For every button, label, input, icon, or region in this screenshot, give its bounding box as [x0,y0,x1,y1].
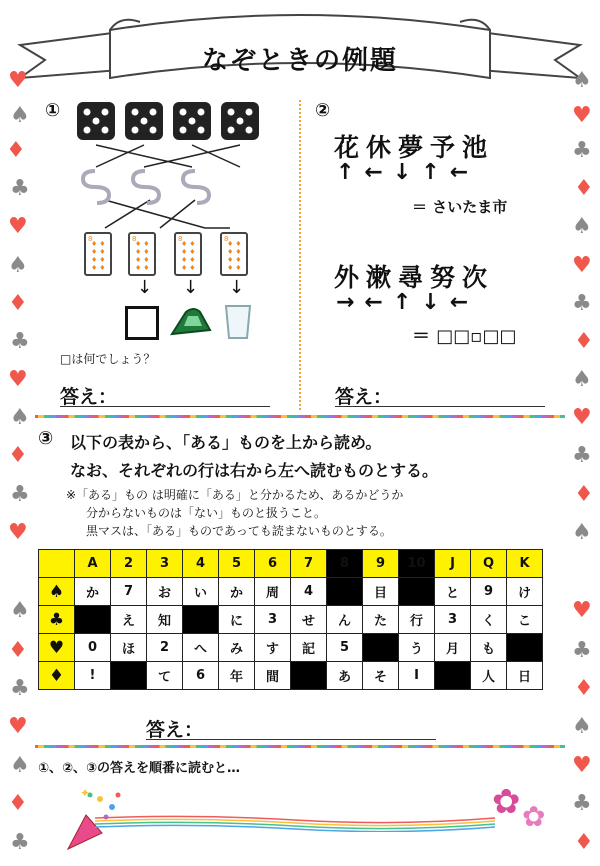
playing-card-icon: 8 ♦♦ ♦♦ ♦♦ ♦♦ [174,232,202,276]
spade-icon: ♠ [39,578,75,606]
arrow-row-2: →←↑↓← [336,290,479,315]
final-instruction: ①、②、③の答えを順番に読むと… [38,761,241,776]
kanji-row-2: 外漱尋努次 [334,263,495,292]
table-cell: 知 [147,606,183,634]
equation-1: ＝ さいたま市 [412,198,508,216]
arrow-row-1: ↑←↓↑← [336,160,479,185]
s-hook-icon [133,171,159,203]
answer-label: 答え： [60,386,118,408]
heart-icon: ♥ [8,367,28,392]
playing-card-icon: 8 ♦♦ ♦♦ ♦♦ ♦♦ [128,232,156,276]
heart-icon: ♥ [8,214,28,239]
table-row [39,634,543,662]
puzzle-3-line-2: なお、それぞれの行は右から左へ読むものとする。 [70,461,439,480]
heart-icon: ♥ [8,714,28,739]
table-cell: か [219,578,255,606]
table-cell: あ [327,662,363,690]
table-cell: 行 [399,606,435,634]
table-row [39,578,543,606]
table-cell: も [471,634,507,662]
table-cell: 4 [291,578,327,606]
table-header: 2 [111,550,147,578]
puzzle-1-number: ① [45,100,61,121]
club-icon: ♣ [39,606,75,634]
heart-icon: ♥ [572,598,592,623]
table-cell: 月 [435,634,471,662]
answer-line [335,406,545,407]
club-icon: ♣ [10,676,30,701]
club-icon: ♣ [572,138,592,163]
spade-icon: ♠ [10,405,30,430]
table-cell: 人 [471,662,507,690]
diamond-icon: ♦ [8,638,28,663]
vertical-divider [299,100,301,410]
page-title: なぞときの例題 [201,46,398,76]
table-header: 4 [183,550,219,578]
table-row [39,662,543,690]
table-cell: 7 [111,578,147,606]
puzzle-3-note-1: ※「ある」もの は明確に「ある」と分かるため、あるかどうか [66,488,404,502]
diamond-icon: ♦ [8,291,28,316]
table-header: 3 [147,550,183,578]
heart-icon: ♥ [572,253,592,278]
puzzle-2-number: ② [315,100,331,121]
table-header: A [75,550,111,578]
table-header: 9 [363,550,399,578]
table-cell: 記 [291,634,327,662]
table-cell: そ [363,662,399,690]
puzzle-1-note: □は何でしょう？ [60,352,156,366]
dustpan-icon [168,304,212,340]
heart-icon: ♥ [8,68,28,93]
diamond-icon: ♦ [574,176,594,201]
spade-icon: ♠ [10,753,30,778]
table-corner [39,550,75,578]
table-cell: 0 [75,634,111,662]
diamond-icon: ♦ [574,482,594,507]
playing-card-icon: 8 ♦♦ ♦♦ ♦♦ ♦♦ [220,232,248,276]
diamond-icon: ♦ [8,443,28,468]
glass-icon [223,303,253,341]
table-cell: こ [507,606,543,634]
diamond-icon: ♦ [574,676,594,701]
puzzle-3-note-3: 黒マスは、「ある」ものであっても読まないものとする。 [86,524,392,538]
table-cell [183,606,219,634]
connector-lines [75,140,265,300]
diamond-icon: ♦ [574,830,594,855]
table-cell [507,634,543,662]
mystery-square [125,306,159,340]
spade-icon: ♠ [572,367,592,392]
club-icon: ♣ [572,291,592,316]
table-cell: か [75,578,111,606]
spade-icon: ♠ [8,253,28,278]
table-cell: ん [327,606,363,634]
hooks-row [75,165,265,205]
cipher-table [38,549,543,690]
dice-row [75,100,265,145]
table-cell [327,578,363,606]
diamond-icon: ♦ [574,329,594,354]
table-cell: I [399,662,435,690]
diamond-icon: ♦ [39,662,75,690]
down-arrow-icon: ↓ [137,277,153,298]
spade-icon: ♠ [572,68,592,93]
s-hook-icon [183,171,209,203]
club-icon: ♣ [10,329,30,354]
table-row [39,606,543,634]
table-header: 10 [399,550,435,578]
table-header-row [39,550,543,578]
table-cell: 周 [255,578,291,606]
spade-icon: ♠ [10,103,30,128]
table-cell: 5 [327,634,363,662]
answer-label: 答え： [146,719,204,741]
spade-icon: ♠ [572,214,592,239]
table-cell: 2 [147,634,183,662]
flower-icon: ✿ [522,800,546,833]
dice-icon [221,102,259,140]
table-cell: く [471,606,507,634]
table-header: K [507,550,543,578]
down-arrow-icon: ↓ [183,277,199,298]
table-cell [75,606,111,634]
table-cell: 9 [471,578,507,606]
club-icon: ♣ [572,638,592,663]
heart-icon: ♥ [572,405,592,430]
dice-icon [77,102,115,140]
table-cell: 6 [183,662,219,690]
table-header: Q [471,550,507,578]
puzzle-3-note-2: 分からないものは「ない」ものと扱うこと。 [86,506,327,520]
table-cell: 日 [507,662,543,690]
table-cell: へ [183,634,219,662]
club-icon: ♣ [10,176,30,201]
table-cell: い [183,578,219,606]
table-cell: え [111,606,147,634]
table-cell [435,662,471,690]
s-hook-icon [83,171,109,203]
horizontal-divider [35,745,565,748]
table-header: 5 [219,550,255,578]
table-cell: ! [75,662,111,690]
table-cell [111,662,147,690]
table-cell: う [399,634,435,662]
table-cell: た [363,606,399,634]
club-icon: ♣ [10,830,30,855]
table-cell: け [507,578,543,606]
club-icon: ♣ [572,791,592,816]
diamond-icon: ♦ [6,138,26,163]
diamond-icon: ♦ [8,791,28,816]
table-cell: お [147,578,183,606]
answer-line [60,406,270,407]
flower-icon: ✿ [492,782,521,822]
dice-icon [125,102,163,140]
horizontal-divider [35,415,565,418]
table-cell: す [255,634,291,662]
dice-icon [173,102,211,140]
club-icon: ♣ [10,482,30,507]
table-cell: 年 [219,662,255,690]
confetti-icon: ✦ [80,786,91,800]
table-cell: ほ [111,634,147,662]
spade-icon: ♠ [572,714,592,739]
table-header: J [435,550,471,578]
down-arrow-icon: ↓ [229,277,245,298]
table-cell: せ [291,606,327,634]
table-cell: み [219,634,255,662]
table-cell: 3 [435,606,471,634]
table-cell: 目 [363,578,399,606]
puzzle-3-number: ③ [38,428,54,449]
kanji-row-1: 花休夢予池 [334,133,495,162]
answer-label: 答え： [335,386,393,408]
streamer-lines [95,812,500,832]
table-cell: 間 [255,662,291,690]
table-header: 8 [327,550,363,578]
equation-2: ＝ □□▫□□ [412,326,517,347]
heart-icon: ♥ [572,753,592,778]
table-cell [291,662,327,690]
heart-icon: ♥ [39,634,75,662]
club-icon: ♣ [572,443,592,468]
heart-icon: ♥ [8,520,28,545]
spade-icon: ♠ [10,598,30,623]
table-cell: て [147,662,183,690]
puzzle-3-line-1: 以下の表から、「ある」ものを上から読め。 [70,433,382,452]
answer-line [146,739,436,740]
table-cell: と [435,578,471,606]
playing-card-icon: 8 ♦♦ ♦♦ ♦♦ ♦♦ [84,232,112,276]
table-cell: 3 [255,606,291,634]
heart-icon: ♥ [572,103,592,128]
table-cell: に [219,606,255,634]
table-header: 7 [291,550,327,578]
table-cell [363,634,399,662]
spade-icon: ♠ [572,520,592,545]
table-header: 6 [255,550,291,578]
table-cell [399,578,435,606]
